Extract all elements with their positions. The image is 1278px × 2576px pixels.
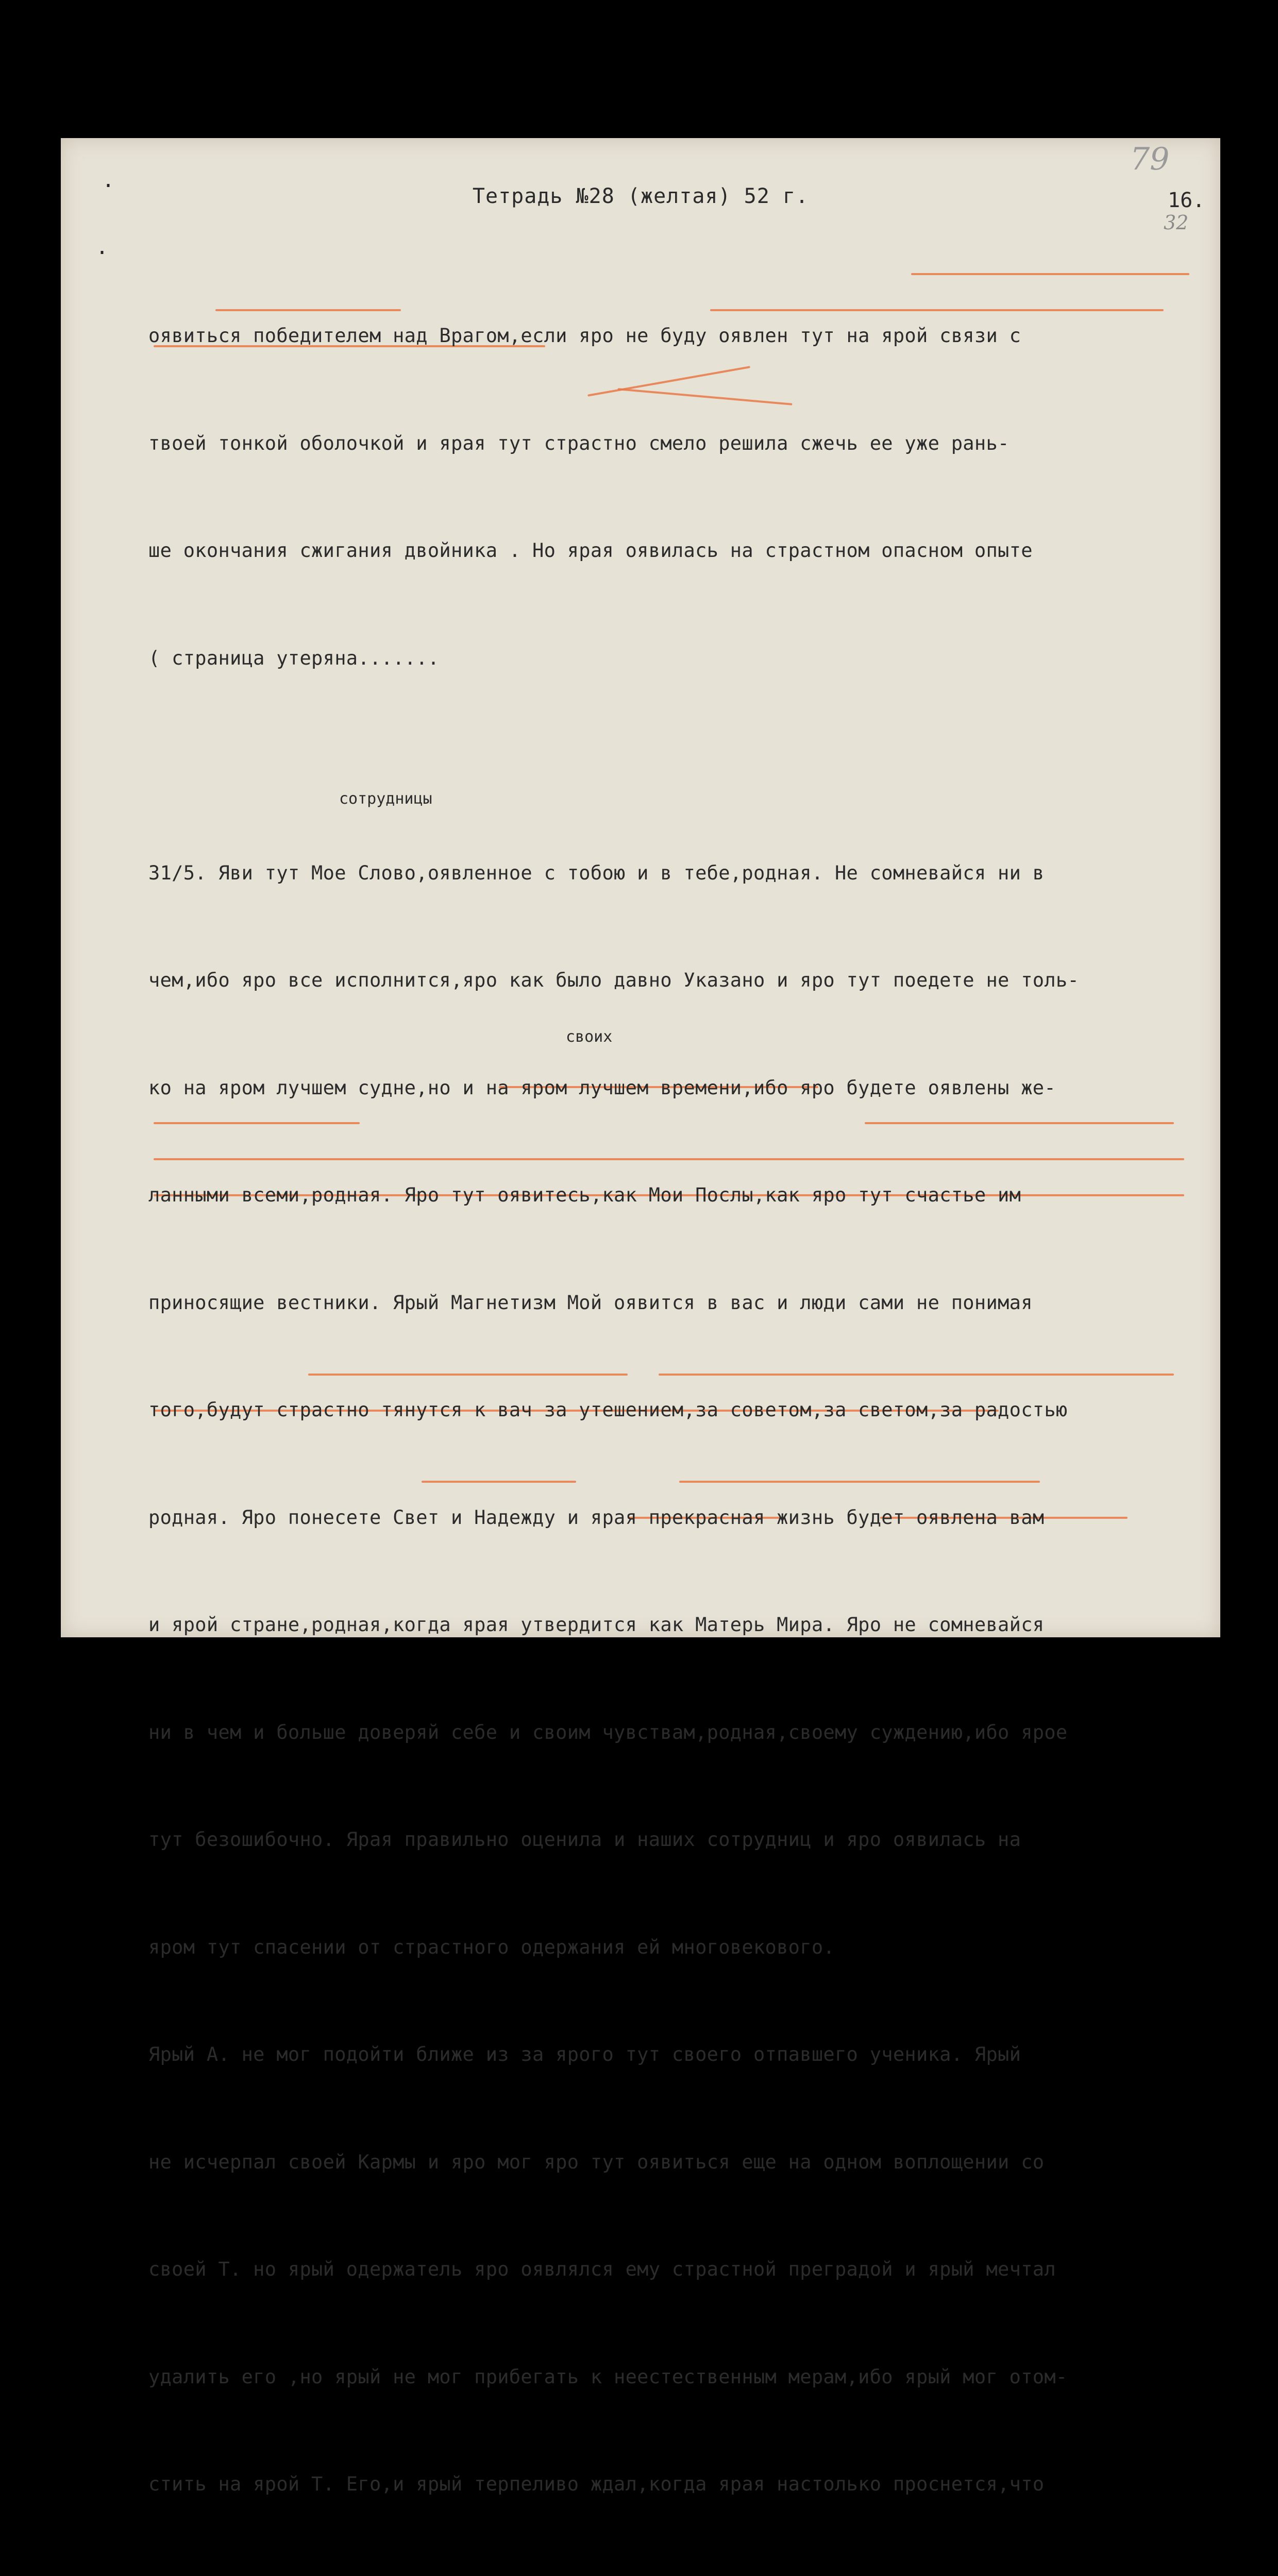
text-line: того,будут страстно тянутся к вач за утешением,за советом,за светом,за радостью [148, 1392, 1272, 1428]
text-line: своей Т. но ярый одержатель яро оявлялся ему страстной преградой и ярый мечтал [148, 2251, 1272, 2287]
text-line: не исчерпал своей Кармы и яро мог яро тут оявиться еще на одном воплощении со [148, 2144, 1272, 2180]
paper-speck: · [102, 174, 114, 198]
text-line: родная. Яро понесете Свет и Надежду и ярая прекрасная жизнь будет оявлена вам [148, 1500, 1272, 1536]
text-line: чем,ибо яро все исполнится,яро как было давно Указано и яро тут поедете не толь- [148, 962, 1272, 998]
text-line: ни в чем и больше доверяй себе и своим чувствам,родная,своему суждению,ибо ярое [148, 1715, 1272, 1751]
text-line: яром тут спасении от страстного одержания ей многовекового. [148, 1929, 1272, 1965]
text-line: Ярый А. не мог подойти ближе из за ярого тут своего отпавшего ученика. Ярый [148, 2037, 1272, 2073]
text-line: ше окончания сжигания двойника . Но ярая оявилась на страстном опасном опыте [148, 533, 1272, 569]
folio-number-secondary: 32 [1164, 211, 1188, 234]
text-line: и ярой стране,родная,когда ярая утвердится как Матерь Мира. Яро не сомневайся [148, 1607, 1272, 1643]
interlinear-correction: своих [566, 1028, 612, 1046]
text-line: ланными всеми,родная. Яро тут оявитесь,как Мои Послы,как яро тут счастье им [148, 1177, 1272, 1213]
interlinear-correction: сотрудницы [339, 790, 432, 808]
paper-speck: · [96, 241, 108, 265]
text-line [148, 748, 1272, 784]
text-line: тут безошибочно. Ярая правильно оценила и наших сотрудниц и яро оявилась на [148, 1822, 1272, 1858]
text-line: 31/5. Яви тут Мое Слово,оявленное с тобою и в тебе,родная. Не сомневайся ни в [148, 855, 1272, 891]
text-line [148, 2574, 1272, 2576]
text-line: удалить его ,но ярый не мог прибегать к неестественным мерам,ибо ярый мог отом- [148, 2359, 1272, 2395]
text-line: ( страница утеряна....... [148, 640, 1272, 676]
text-line: приносящие вестники. Ярый Магнетизм Мой оявится в вас и люди сами не понимая [148, 1285, 1272, 1321]
page-number: 16. [1168, 189, 1205, 212]
text-line: ко на яром лучшем судне,но и на яром лучшем времени,ибо яро будете оявлены же- [148, 1070, 1272, 1106]
text-line: твоей тонкой оболочкой и ярая тут страстно смело решила сжечь ее уже рань- [148, 426, 1272, 462]
text-line: стить на ярой Т. Его,и ярый терпеливо ждал,когда ярая настолько проснется,что [148, 2466, 1272, 2502]
folio-number-pencil: 79 [1130, 141, 1169, 177]
text-line: оявиться победителем над Врагом,если яро не буду оявлен тут на ярой связи с [148, 318, 1272, 354]
notebook-heading: Тетрадь №28 (желтая) 52 г. [61, 184, 1220, 208]
typewritten-body [148, 246, 1272, 2576]
document-sheet [61, 138, 1220, 1637]
